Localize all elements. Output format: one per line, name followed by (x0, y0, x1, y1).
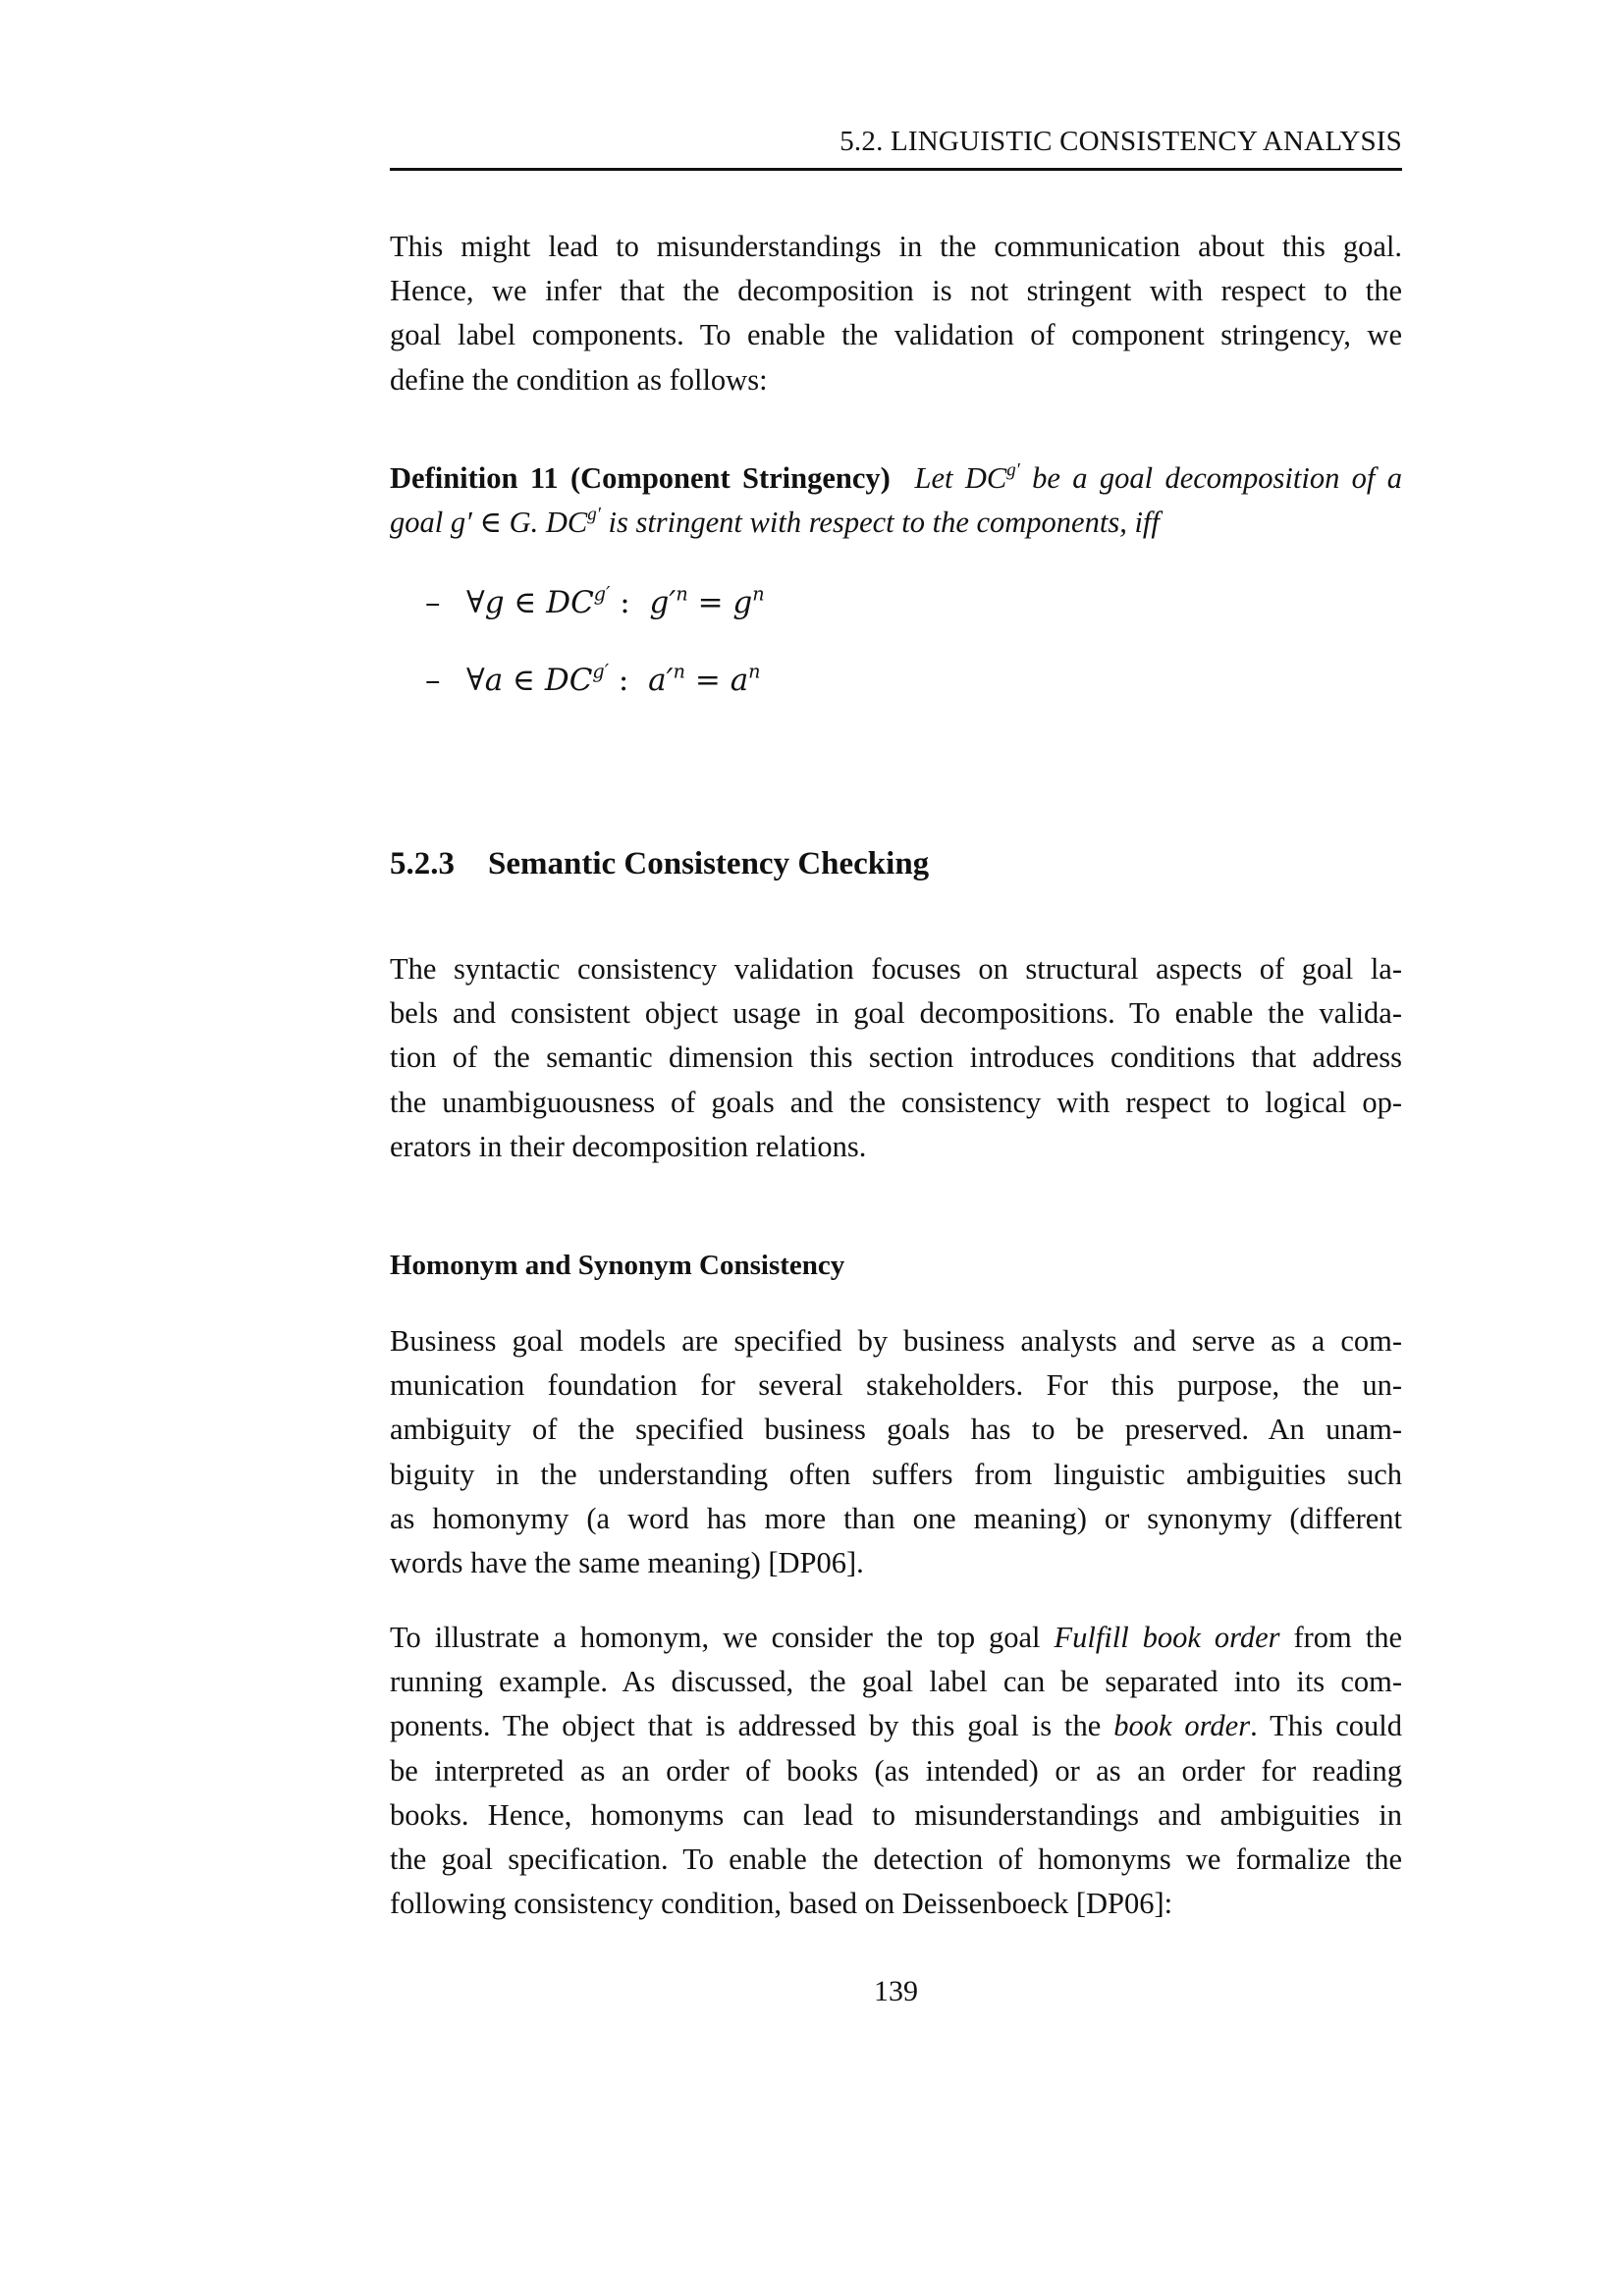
header-rule (390, 168, 1402, 171)
definition-line-1: Definition 11 (Component Stringency) Let $DC^{g'}$ be a goal decomposition of a (390, 459, 1403, 495)
page-number: 139 (874, 1975, 918, 2007)
paragraph-4 (390, 1616, 1402, 1926)
list-dash: – (425, 663, 441, 698)
math-dc: DC (545, 506, 588, 540)
list-dash: – (425, 585, 441, 620)
text-line: goal label components. To enable the validation of component stringency, we (390, 318, 1402, 352)
object-emphasis: book order (1113, 1709, 1251, 1743)
text-line: ambiguity of the specified business goals has to be preserved. An unam- (390, 1413, 1402, 1447)
condition-goals: – ∀g ∈ $DC^{g'}$ : $g'^n = g^n$ (425, 582, 765, 620)
condition-activities: – ∀a ∈ $DC^{g'}$ : $a'^n = a^n$ (425, 660, 761, 698)
definition-11 (390, 456, 1402, 545)
section-heading (390, 846, 929, 882)
paragraph-1 (390, 225, 1402, 402)
text-line: Hence, we infer that the decomposition is not stringent with respect to the (390, 274, 1402, 308)
subsection-heading: Homonym and Synonym Consistency (390, 1250, 845, 1281)
text-line: munication foundation for several stakeholders. For this purpose, the un- (390, 1368, 1402, 1403)
section-title: Semantic Consistency Checking (488, 846, 930, 881)
text-line: books. Hence, homonyms can lead to misunderstandings and ambiguities in (390, 1797, 1402, 1832)
text-line: ponents. The object that is addressed by this goal is the book order. This could (390, 1709, 1403, 1743)
running-head: 5.2. LINGUISTIC CONSISTENCY ANALYSIS (839, 126, 1402, 157)
goal-name-emphasis: Fulfill book order (1054, 1621, 1280, 1654)
text-line: tion of the semantic dimension this section introduces conditions that address (390, 1041, 1402, 1075)
text-line: To illustrate a homonym, we consider the top goal Fulfill book order from the (390, 1621, 1402, 1654)
definition-title: Definition 11 (Component Stringency) (390, 461, 891, 495)
math-goal-in-g: g′ ∈ G (450, 506, 531, 540)
math-dc: DC (964, 461, 1007, 495)
definition-line-2: goal g′ ∈ G. $DC^{g'}$ is stringent with respect to the components, iff (390, 504, 1160, 540)
section-number: 5.2.3 (390, 846, 455, 881)
text-line: erators in their decomposition relations. (390, 1129, 867, 1163)
text-line: be interpreted as an order of books (as intended) or as an order for reading (390, 1753, 1402, 1788)
text-line: biguity in the understanding often suffers from linguistic ambiguities such (390, 1457, 1402, 1491)
text-line: This might lead to misunderstandings in the communication about this goal. (390, 230, 1402, 263)
text-line: following consistency condition, based on Deissenboeck [DP06]: (390, 1887, 1173, 1921)
text-line: define the condition as follows: (390, 362, 768, 397)
text-line: words have the same meaning) [DP06]. (390, 1545, 864, 1579)
text-line: the goal specification. To enable the detection of homonyms we formalize the (390, 1842, 1402, 1876)
paragraph-2 (390, 947, 1402, 1169)
text-line: the unambiguousness of goals and the consistency with respect to logical op- (390, 1085, 1402, 1119)
text-line: as homonymy (a word has more than one meaning) or synonymy (different (390, 1501, 1402, 1535)
text-line: The syntactic consistency validation focuses on structural aspects of goal la- (390, 952, 1402, 986)
paragraph-3 (390, 1319, 1402, 1585)
text-line: bels and consistent object usage in goal decompositions. To enable the valida- (390, 996, 1402, 1031)
text-line: Business goal models are specified by business analysts and serve as a com- (390, 1324, 1402, 1358)
text-line: running example. As discussed, the goal label can be separated into its com- (390, 1665, 1402, 1699)
